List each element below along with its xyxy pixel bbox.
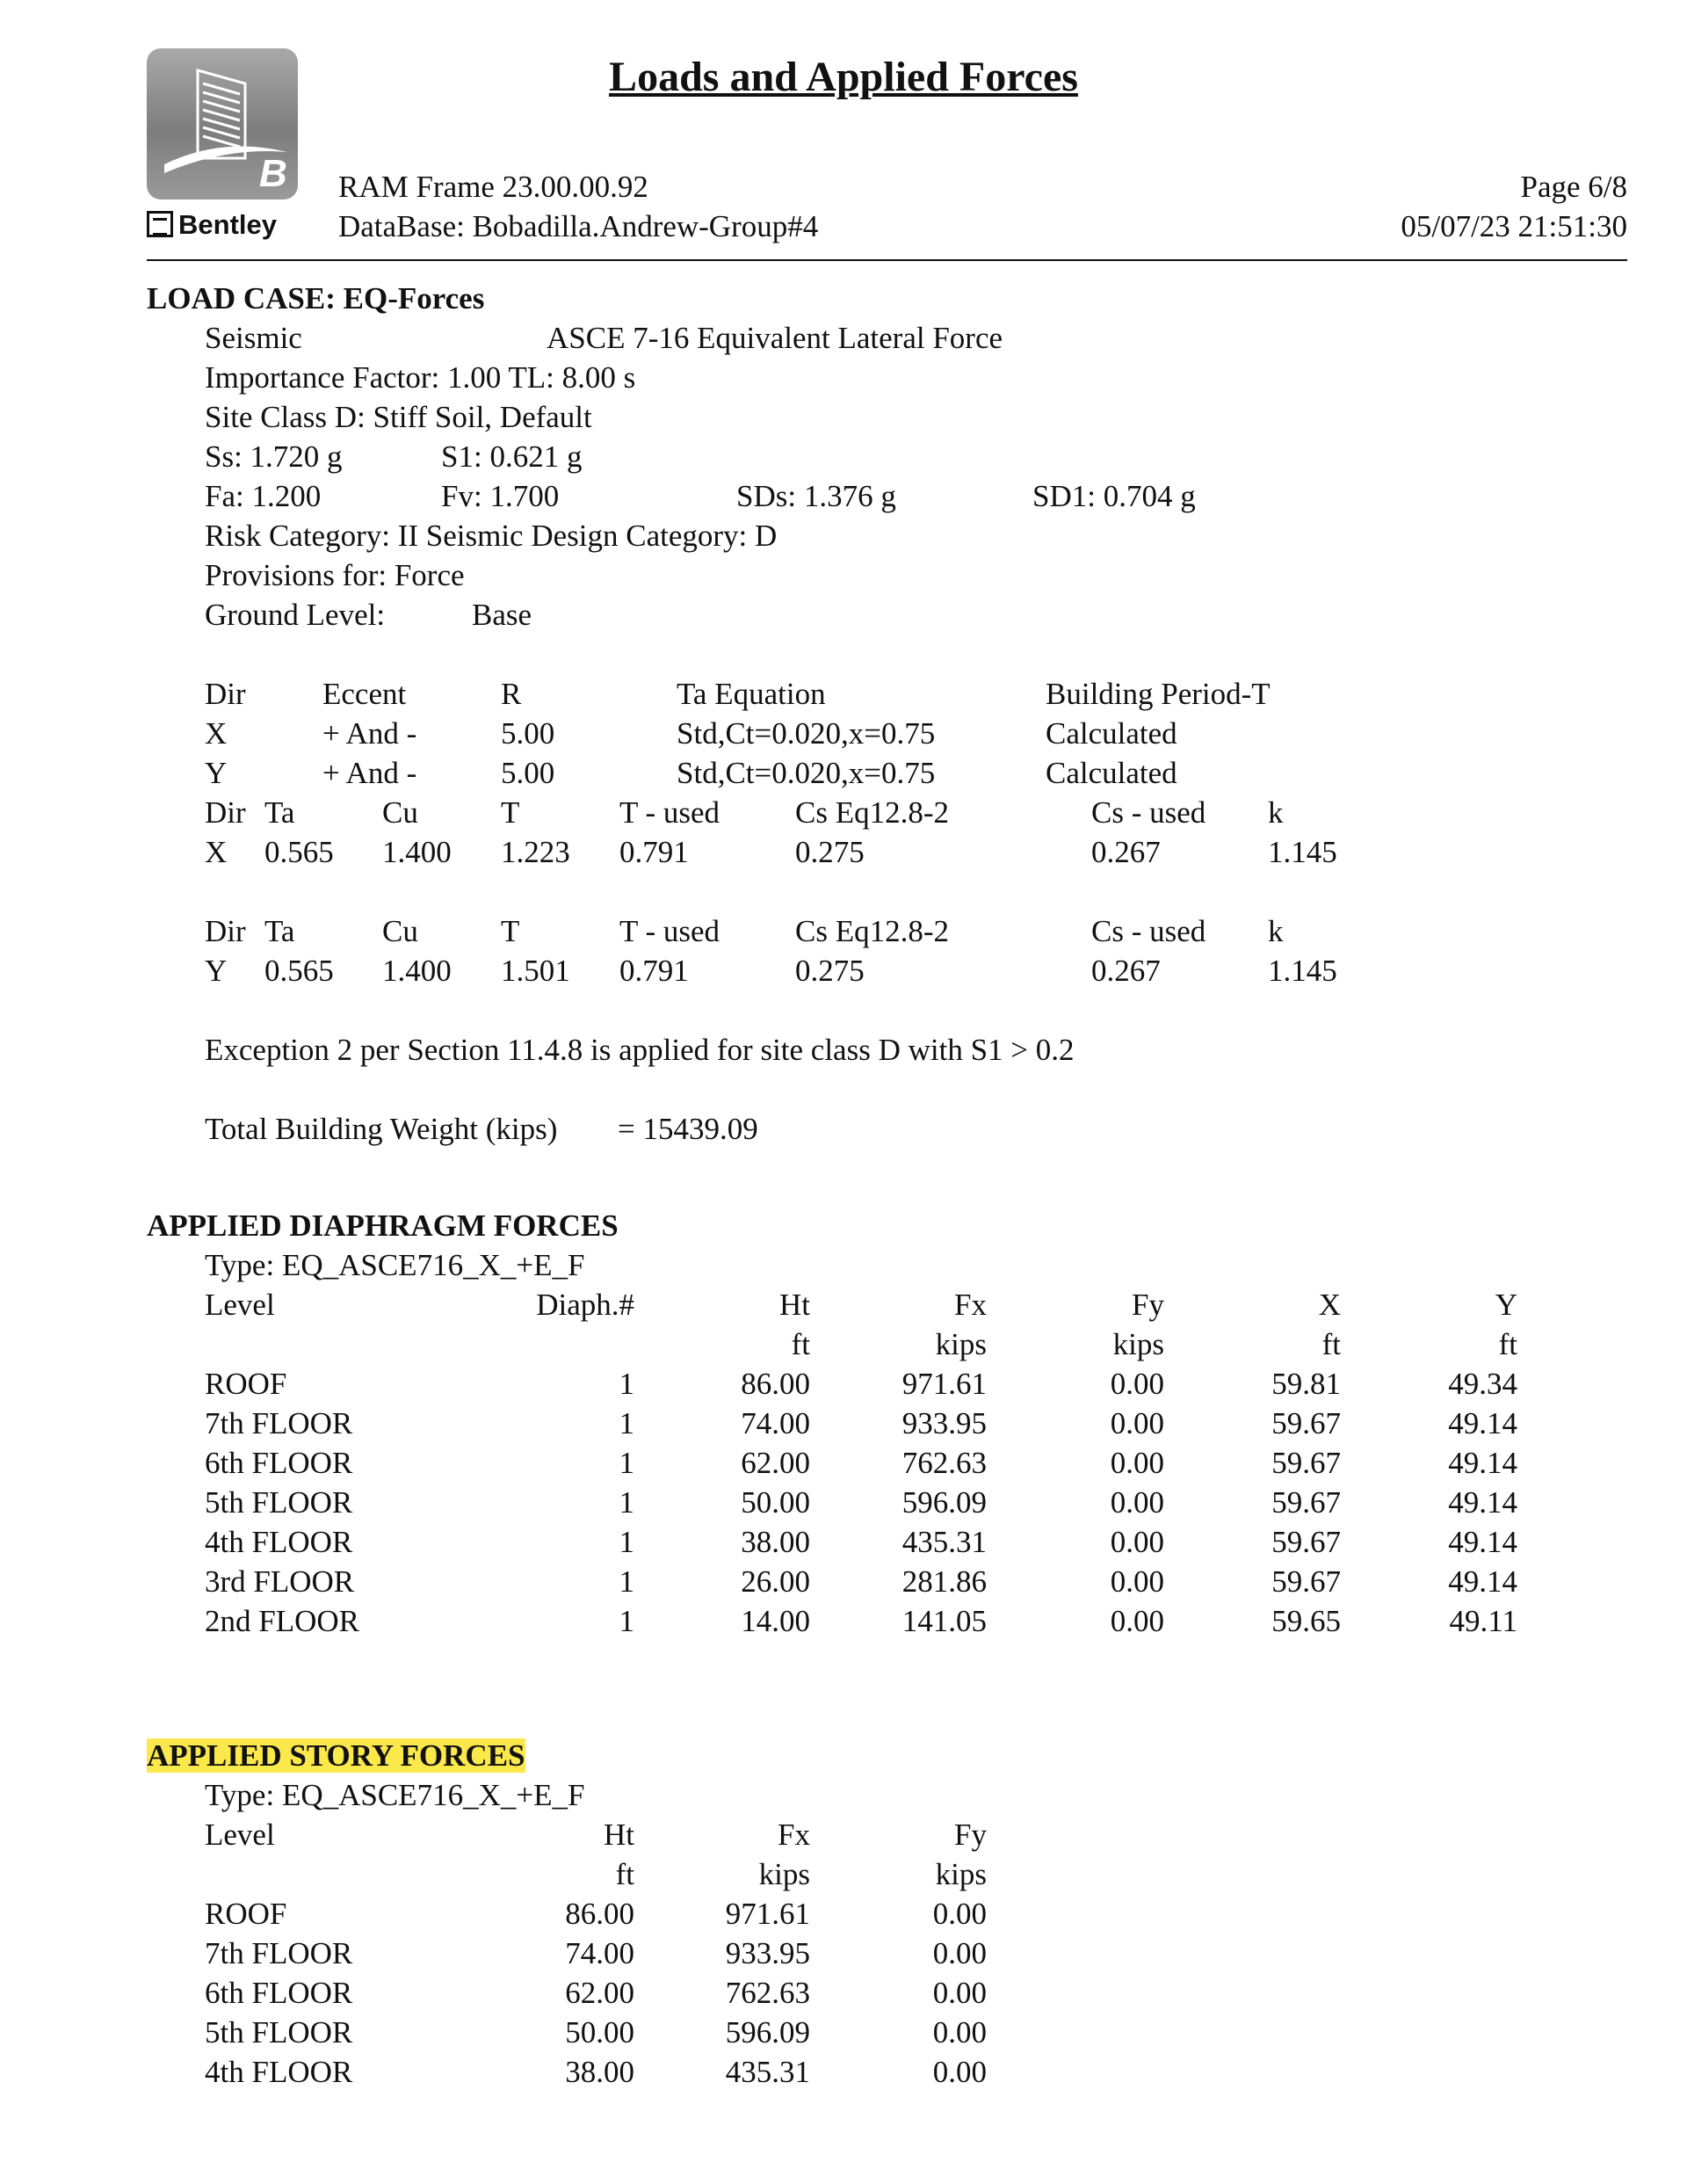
table-cell: 435.31 [901, 1525, 987, 1559]
table-cell: 596.09 [725, 2015, 810, 2050]
table-cell: 59.67 [1271, 1406, 1341, 1440]
fv-value: Fv: 1.700 [441, 479, 560, 513]
exception-note: Exception 2 per Section 11.4.8 is applied for site class D with S1 > 0.2 [205, 1033, 1075, 1067]
ss-value: Ss: 1.720 g [205, 439, 343, 474]
table-header: T - used [619, 914, 720, 948]
table-cell: ROOF [205, 1367, 287, 1401]
table-cell: 50.00 [565, 2015, 634, 2050]
ta-equation-header: Ta Equation [677, 677, 826, 711]
table-header: T [501, 795, 520, 830]
table-cell: 59.67 [1271, 1525, 1341, 1559]
table-header: Fx [778, 1818, 810, 1852]
total-weight-label: Total Building Weight (kips) [205, 1112, 558, 1146]
header-divider [147, 259, 1627, 261]
table-cell: 933.95 [725, 1936, 810, 1970]
table-cell: 6th FLOOR [205, 1976, 353, 2010]
table-header: Cu [382, 914, 418, 948]
table-cell: 38.00 [741, 1525, 810, 1559]
table-cell: X [205, 835, 228, 869]
table-unit: kips [758, 1857, 810, 1891]
table-header: Fx [954, 1288, 987, 1322]
table-cell: Y [205, 954, 228, 988]
r-header: R [501, 677, 522, 711]
table-cell: 0.00 [1110, 1406, 1164, 1440]
table-cell: 59.81 [1271, 1367, 1341, 1401]
table-header: Fy [1132, 1288, 1164, 1322]
table-header: Ta [264, 914, 295, 948]
importance-factor: Importance Factor: 1.00 TL: 8.00 s [205, 360, 636, 395]
table-cell: 971.61 [901, 1367, 987, 1401]
story-type: Type: EQ_ASCE716_X_+E_F [205, 1778, 585, 1812]
table-cell: 2nd FLOOR [205, 1604, 359, 1638]
table-cell: 141.05 [901, 1604, 987, 1638]
sds-value: SDs: 1.376 g [736, 479, 896, 513]
table-cell: 0.565 [264, 835, 334, 869]
table-cell: 86.00 [741, 1367, 810, 1401]
table-header: Ht [779, 1288, 810, 1322]
ground-level-label: Ground Level: [205, 598, 386, 632]
table-cell: 50.00 [741, 1485, 810, 1520]
diaphragm-forces-heading: APPLIED DIAPHRAGM FORCES [147, 1208, 619, 1243]
table-header: Diaph.# [536, 1288, 634, 1322]
eccent-header: Eccent [322, 677, 407, 711]
table-header: Cs - used [1091, 795, 1206, 830]
table-cell: 0.791 [619, 954, 689, 988]
table-cell: 4th FLOOR [205, 2055, 353, 2089]
table-unit: ft [1498, 1327, 1517, 1361]
table-cell: 1.400 [382, 954, 452, 988]
table-cell: Std,Ct=0.020,x=0.75 [677, 716, 936, 751]
table-cell: 59.67 [1271, 1485, 1341, 1520]
site-class: Site Class D: Stiff Soil, Default [205, 400, 592, 434]
table-cell: 1 [619, 1446, 634, 1480]
table-header: Fy [954, 1818, 987, 1852]
table-cell: Y [205, 756, 228, 790]
table-cell: 0.00 [1110, 1525, 1164, 1559]
provisions: Provisions for: Force [205, 558, 465, 592]
table-header: Cs Eq12.8-2 [795, 914, 949, 948]
table-cell: 49.14 [1448, 1485, 1517, 1520]
table-header: Cs - used [1091, 914, 1206, 948]
table-cell: 0.00 [1110, 1604, 1164, 1638]
table-unit: ft [791, 1327, 810, 1361]
s1-value: S1: 0.621 g [441, 439, 583, 474]
table-unit: ft [1321, 1327, 1341, 1361]
table-header: Level [205, 1288, 275, 1322]
report-datetime: 05/07/23 21:51:30 [1401, 209, 1627, 243]
table-header: Dir [205, 914, 246, 948]
page-number: Page 6/8 [1520, 170, 1627, 204]
table-header: Cu [382, 795, 418, 830]
table-cell: 5th FLOOR [205, 1485, 353, 1520]
table-cell: Calculated [1046, 716, 1177, 751]
table-cell: 0.791 [619, 835, 689, 869]
table-cell: 435.31 [725, 2055, 810, 2089]
table-cell: ROOF [205, 1897, 287, 1931]
table-cell: 5.00 [501, 756, 555, 790]
total-weight-value: = 15439.09 [618, 1112, 758, 1146]
table-cell: 1.400 [382, 835, 452, 869]
app-version: RAM Frame 23.00.00.92 [338, 170, 648, 204]
table-cell: 1.223 [501, 835, 570, 869]
building-period-header: Building Period-T [1046, 677, 1271, 711]
table-unit: kips [935, 1327, 987, 1361]
table-cell: 5.00 [501, 716, 555, 751]
table-cell: 0.565 [264, 954, 334, 988]
table-header: Cs Eq12.8-2 [795, 795, 949, 830]
table-cell: 0.275 [795, 954, 865, 988]
table-cell: 4th FLOOR [205, 1525, 353, 1559]
table-cell: 74.00 [565, 1936, 634, 1970]
table-cell: 62.00 [741, 1446, 810, 1480]
table-cell: 0.00 [1110, 1367, 1164, 1401]
table-cell: 49.34 [1448, 1367, 1517, 1401]
table-cell: 1 [619, 1564, 634, 1599]
table-cell: + And - [322, 756, 417, 790]
page-title: Loads and Applied Forces [609, 54, 1078, 100]
table-cell: 0.275 [795, 835, 865, 869]
logo-letter: B [259, 152, 287, 195]
table-cell: 49.11 [1449, 1604, 1517, 1638]
table-header: Dir [205, 795, 246, 830]
database-name: DataBase: Bobadilla.Andrew-Group#4 [338, 209, 819, 243]
table-cell: 0.267 [1091, 835, 1161, 869]
table-header: k [1268, 914, 1284, 948]
table-cell: 0.00 [1110, 1446, 1164, 1480]
table-cell: 62.00 [565, 1976, 634, 2010]
table-cell: 0.00 [1110, 1564, 1164, 1599]
table-cell: Std,Ct=0.020,x=0.75 [677, 756, 936, 790]
table-cell: 971.61 [725, 1897, 810, 1931]
table-cell: 7th FLOOR [205, 1936, 353, 1970]
table-cell: 49.14 [1448, 1564, 1517, 1599]
table-cell: 281.86 [901, 1564, 987, 1599]
table-cell: 14.00 [741, 1604, 810, 1638]
table-cell: X [205, 716, 228, 751]
table-cell: 1 [619, 1525, 634, 1559]
highlighted-heading: APPLIED STORY FORCES [147, 1738, 525, 1773]
table-cell: 1.501 [501, 954, 570, 988]
table-cell: 762.63 [725, 1976, 810, 2010]
diaphragm-type: Type: EQ_ASCE716_X_+E_F [205, 1248, 585, 1282]
dir-header: Dir [205, 677, 246, 711]
table-cell: 86.00 [565, 1897, 634, 1931]
table-cell: 1 [619, 1485, 634, 1520]
story-forces-heading [147, 1736, 525, 1775]
table-cell: 1.145 [1268, 835, 1337, 869]
table-cell: 74.00 [741, 1406, 810, 1440]
table-unit: kips [1112, 1327, 1164, 1361]
table-cell: 6th FLOOR [205, 1446, 353, 1480]
table-cell: 49.14 [1448, 1525, 1517, 1559]
table-cell: 1.145 [1268, 954, 1337, 988]
table-cell: 1 [619, 1604, 634, 1638]
table-cell: 1 [619, 1367, 634, 1401]
table-cell: 49.14 [1448, 1446, 1517, 1480]
table-cell: 0.267 [1091, 954, 1161, 988]
table-cell: 0.00 [932, 1897, 987, 1931]
table-header: Ht [604, 1818, 634, 1852]
table-cell: 5th FLOOR [205, 2015, 353, 2050]
seismic-label: Seismic [205, 321, 302, 355]
table-header: Ta [264, 795, 295, 830]
ground-level-value: Base [472, 598, 532, 632]
table-header: X [1318, 1288, 1341, 1322]
table-cell: 0.00 [932, 1936, 987, 1970]
table-cell: 7th FLOOR [205, 1406, 353, 1440]
table-cell: 3rd FLOOR [205, 1564, 355, 1599]
table-cell: 1 [619, 1406, 634, 1440]
table-cell: 49.14 [1448, 1406, 1517, 1440]
table-cell: 38.00 [565, 2055, 634, 2089]
table-cell: 59.67 [1271, 1564, 1341, 1599]
table-cell: 59.65 [1271, 1604, 1341, 1638]
table-cell: 0.00 [1110, 1485, 1164, 1520]
table-cell: + And - [322, 716, 417, 751]
fa-value: Fa: 1.200 [205, 479, 322, 513]
table-header: T [501, 914, 520, 948]
seismic-method: ASCE 7-16 Equivalent Lateral Force [547, 321, 1003, 355]
table-cell: 762.63 [901, 1446, 987, 1480]
table-cell: 596.09 [901, 1485, 987, 1520]
table-header: Level [205, 1818, 275, 1852]
bentley-logo [147, 207, 277, 243]
table-header: k [1268, 795, 1284, 830]
bentley-text: Bentley [178, 209, 277, 240]
table-cell: 0.00 [932, 2055, 987, 2089]
table-header: T - used [619, 795, 720, 830]
table-cell: 59.67 [1271, 1446, 1341, 1480]
table-header: Y [1495, 1288, 1517, 1322]
table-cell: Calculated [1046, 756, 1177, 790]
table-unit: kips [935, 1857, 987, 1891]
bentley-mark-icon [147, 211, 173, 237]
risk-category: Risk Category: II Seismic Design Category: D [205, 519, 778, 553]
table-unit: ft [615, 1857, 634, 1891]
sd1-value: SD1: 0.704 g [1032, 479, 1196, 513]
table-cell: 0.00 [932, 2015, 987, 2050]
load-case-heading: LOAD CASE: EQ-Forces [147, 281, 485, 316]
table-cell: 0.00 [932, 1976, 987, 2010]
table-cell: 26.00 [741, 1564, 810, 1599]
table-cell: 933.95 [901, 1406, 987, 1440]
